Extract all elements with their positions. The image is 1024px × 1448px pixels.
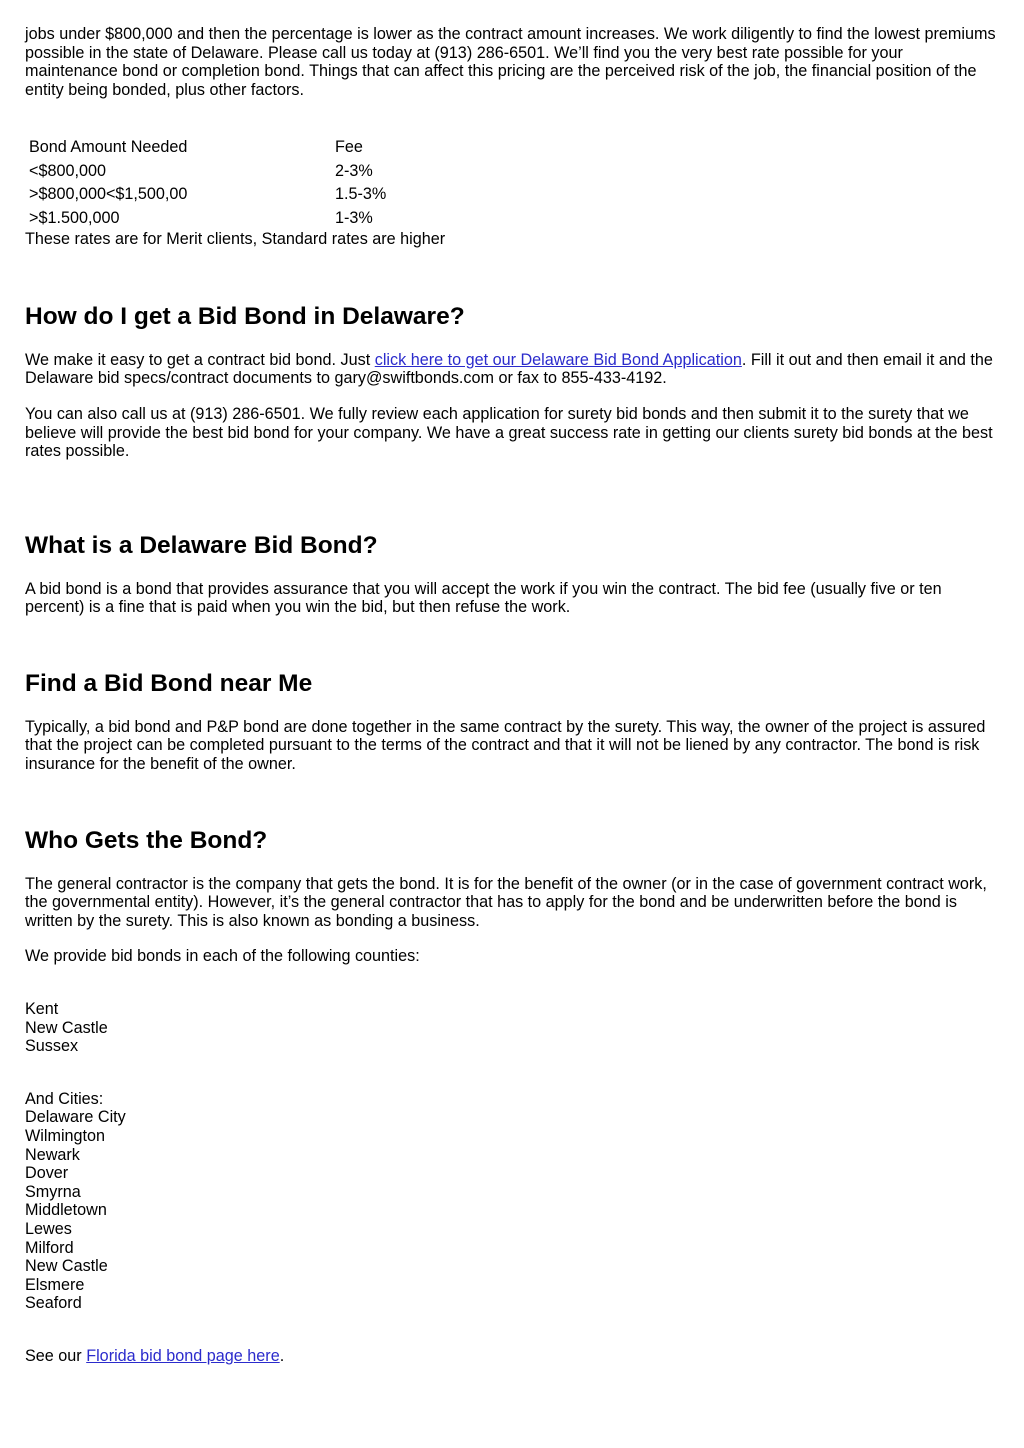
what-paragraph-1: A bid bond is a bond that provides assurance that you will accept the work if you win the contract. The bid fee (usually five or ten percent) is a fine that is paid when you win the bid, but then refuse the work.	[25, 579, 942, 617]
fee-table-header-row	[25, 135, 390, 159]
see-our-text-before: See our	[25, 1346, 87, 1365]
list-item: Delaware City	[25, 1108, 126, 1127]
intro-paragraph: jobs under $800,000 and then the percentage is lower as the contract amount increases. We work diligently to find the lowest premiums possible in the state of Delaware. Please call us today at (913) 286-6501. We’ll find you the very best rate possible for your maintenance bond or completion bond. Things that can affect this pricing are the perceived risk of the job, the financial position of the entity being bonded, plus other factors.	[25, 25, 996, 99]
who-paragraph-2: We provide bid bonds in each of the following counties:	[25, 947, 420, 966]
list-item: Lewes	[25, 1219, 72, 1238]
table-row	[25, 183, 390, 207]
list-item: Dover	[25, 1164, 69, 1183]
list-item: Smyrna	[25, 1182, 81, 1201]
counties-list	[25, 1000, 1000, 1056]
fee-table-header-amount: Bond Amount Needed	[29, 137, 188, 156]
heading-find-bid-bond: Find a Bid Bond near Me	[25, 669, 313, 697]
see-our-text-after: .	[279, 1346, 285, 1365]
cities-list	[25, 1108, 1000, 1313]
table-cell-amount: >$800,000<$1,500,00	[29, 185, 188, 204]
florida-bid-bond-link[interactable]: Florida bid bond page here	[86, 1346, 280, 1365]
cities-label: And Cities:	[25, 1089, 104, 1108]
how-p1-text-after: . Fill it out and then email it and the Delaware bid specs/contract documents to gary@swiftbonds.com or fax to 855-433-4192.	[25, 350, 993, 388]
table-cell-fee: 1.5-3%	[335, 185, 387, 204]
fee-table	[25, 135, 390, 230]
table-cell-amount: <$800,000	[29, 161, 106, 180]
list-item: Kent	[25, 1000, 59, 1019]
table-row	[25, 206, 390, 230]
heading-who-gets-bond: Who Gets the Bond?	[25, 826, 268, 854]
table-row	[25, 159, 390, 183]
list-item: Middletown	[25, 1201, 107, 1220]
list-item: Seaford	[25, 1294, 82, 1313]
table-cell-fee: 2-3%	[335, 161, 373, 180]
heading-how-to-get-bid-bond: How do I get a Bid Bond in Delaware?	[25, 302, 465, 330]
list-item: Milford	[25, 1238, 74, 1257]
who-paragraph-1: The general contractor is the company that gets the bond. It is for the benefit of the owner (or in the case of government contract work, the governmental entity). However, it’s the general contractor that has to apply for the bond and be underwritten before the bond is written by the surety. This is also known as bonding a business.	[25, 874, 987, 930]
how-p1-text-before: We make it easy to get a contract bid bond. Just	[25, 350, 375, 369]
rates-note: These rates are for Merit clients, Standard rates are higher	[25, 230, 446, 249]
list-item: Newark	[25, 1145, 80, 1164]
table-cell-fee: 1-3%	[335, 208, 373, 227]
list-item: New Castle	[25, 1018, 108, 1037]
fee-table-header-fee: Fee	[335, 137, 363, 156]
see-our-paragraph	[25, 1347, 1000, 1366]
heading-what-is-bid-bond: What is a Delaware Bid Bond?	[25, 531, 378, 559]
list-item: New Castle	[25, 1257, 108, 1276]
how-paragraph-1	[25, 351, 1000, 388]
find-paragraph-1: Typically, a bid bond and P&P bond are done together in the same contract by the surety. This way, the owner of the project is assured that the project can be completed pursuant to the terms of the contract and that it will not be liened by any contractor. The bond is risk insurance for the benefit of the owner.	[25, 717, 986, 774]
table-cell-amount: >$1.500,000	[29, 208, 120, 227]
list-item: Elsmere	[25, 1275, 85, 1294]
bid-bond-application-link[interactable]: click here to get our Delaware Bid Bond Application	[374, 350, 742, 369]
list-item: Wilmington	[25, 1127, 106, 1145]
list-item: Sussex	[25, 1037, 79, 1056]
how-paragraph-2: You can also call us at (913) 286-6501. We fully review each application for surety bid bonds and then submit it to the surety that we believe will provide the best bid bond for your company. We have a great success rate in getting our clients surety bid bonds at the best rates possible.	[25, 404, 993, 461]
